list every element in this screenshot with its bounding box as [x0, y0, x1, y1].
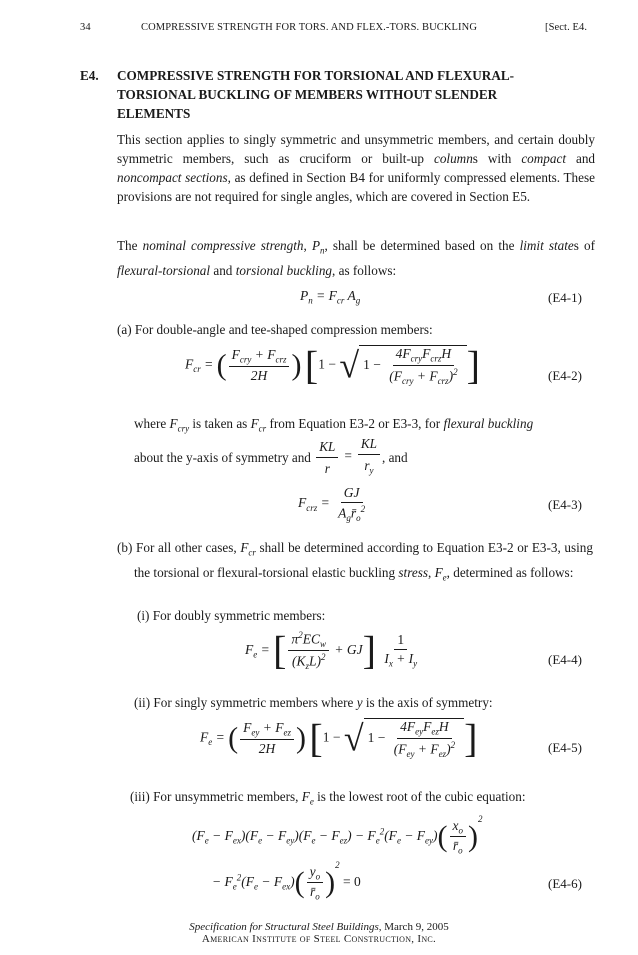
- section-heading: [80, 66, 560, 126]
- section-title: COMPRESSIVE STRENGTH FOR TORSIONAL AND FLEXURAL-TORSIONAL BUCKLING OF MEMBERS WITHOUT SLENDER ELEMENTS: [117, 68, 515, 121]
- equation-number: (E4-6): [548, 876, 582, 891]
- equation-e4-5: $F_e$ = ( $\frac{F_{ey} + F_{ez}}{2H}$ ) [1 − √ 1 − $\frac{4F_{ey}F_{ez}H}{(F_{ey} + F_{ez})^2}$ ]: [200, 715, 478, 761]
- footer-date: March 9, 2005: [381, 921, 449, 933]
- item-iii: (iii) For unsymmetric members, $F_e$ is the lowest root of the cubic equation:: [130, 789, 526, 807]
- footer-publisher: American Institute of Steel Construction, Inc.: [201, 933, 437, 945]
- pn-symbol: $P_n$: [311, 238, 325, 256]
- running-title: COMPRESSIVE STRENGTH FOR TORS. AND FLEX.-TORS. BUCKLING: [141, 22, 478, 33]
- equation-e4-1: $P_n = F_{cr}$ $A_g$: [300, 288, 361, 306]
- equation-e4-2: $F_{cr}$ = ( $\frac{F_{cry} + F_{crz}}{2H}$ ) [1 − √ 1 − $\frac{4F_{cry}F_{crz}H}{(F_{cry} + F_{crz})^2}$ ]: [185, 342, 480, 388]
- equation-e4-4: $F_e$ = [ $\frac{\pi^2EC_w}{(K_zL)^2}$ + GJ] $\frac{1}{I_x + I_y}$: [245, 627, 418, 673]
- page-number: 34: [80, 22, 91, 33]
- equation-e4-3: $F_{crz}$ = $\frac{GJ}{A_gr̄_o^2}$: [298, 485, 366, 524]
- where-clause-2: about the y-axis of symmetry and $\frac{KL}{r}$ = $\frac{KL}{r_y}$ , and: [134, 436, 408, 476]
- equation-number: (E4-3): [548, 497, 582, 512]
- intro-paragraph: This section applies to singly symmetric and unsymmetric members, and certain doubly symmetric members, such as cruciform or built-up columns with compact and noncompact sections, as defined in Section B4 for uniformly compressed elements. These provisions are not required for single angles, which are covered in Section E5.: [117, 132, 596, 204]
- where-clause: where $F_{cry}$ is taken as $F_{cr}$ from Equation E3-2 or E3-3, for flexural buckling: [134, 416, 534, 434]
- footer-title: Specification for Structural Steel Buildings,: [189, 921, 382, 933]
- equation-e4-6-line-1: $(F_e - F_{ex})(F_e - F_{ey})(F_e - F_{ez}) - F_e^2(F_e - F_{ey})$( $\frac{x_o}{r̄_o}$ )$^2$: [192, 814, 483, 857]
- item-ii: (ii) For singly symmetric members where y is the axis of symmetry:: [134, 695, 493, 710]
- equation-e4-6-line-2: − $F_e^2(F_e - F_{ex})$( $\frac{y_o}{r̄_o}$ )$^2$ = 0: [212, 860, 361, 903]
- section-number: E4.: [80, 68, 99, 83]
- section-label: [Sect. E4.: [545, 22, 588, 33]
- item-i: (i) For doubly symmetric members:: [137, 608, 326, 623]
- equation-number: (E4-5): [548, 740, 582, 755]
- equation-number: (E4-4): [548, 652, 582, 667]
- running-header: [0, 22, 638, 40]
- nominal-strength-paragraph: The nominal compressive strength, $P_n$, shall be determined based on the limit states of flexural-torsional and torsional buckling, as follows:: [117, 238, 596, 278]
- item-b: (b) For all other cases, $F_{cr}$ shall be determined according to Equation E3-2 or E3-3, using the torsional or flexural-torsional elastic buckling stress, $F_e$, determined as follows:: [117, 540, 593, 583]
- equation-number: (E4-1): [548, 290, 582, 305]
- equation-number: (E4-2): [548, 368, 582, 383]
- item-a: (a) For double-angle and tee-shaped compression members:: [117, 322, 433, 337]
- page-footer: [0, 921, 638, 945]
